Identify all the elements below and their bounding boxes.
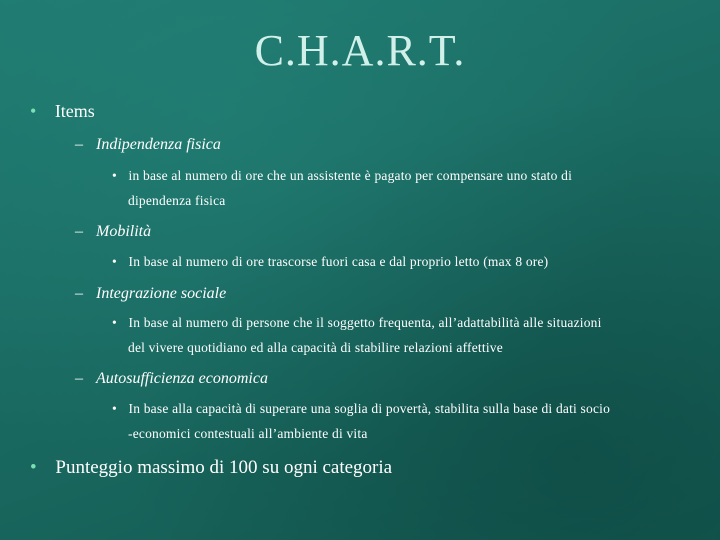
detail-autosufficienza-line1	[112, 400, 610, 418]
sub-item-integrazione-sociale	[75, 284, 226, 304]
detail-marker: •	[112, 168, 117, 183]
detail-marker: •	[112, 401, 117, 416]
detail-marker: •	[112, 315, 117, 330]
sub-item-heading: Autosufficienza economica	[96, 370, 268, 387]
detail-integrazione-line1	[112, 314, 602, 332]
detail-marker: •	[112, 254, 117, 269]
slide-title: C.H.A.R.T.	[254, 26, 466, 75]
bullet-items	[30, 100, 95, 122]
sub-item-heading: Mobilità	[96, 223, 152, 240]
dash-marker: –	[75, 285, 83, 302]
bullet-label: Punteggio massimo di 100 su ogni categoria	[55, 457, 393, 478]
detail-integrazione-line2: del vivere quotidiano ed alla capacità di stabilire relazioni affettive	[128, 340, 503, 355]
detail-text: In base al numero di persone che il soggetto frequenta, all’adattabilità alle situazioni	[128, 315, 602, 330]
detail-indipendenza-line1	[112, 167, 572, 185]
sub-item-indipendenza-fisica	[75, 135, 221, 155]
dash-marker: –	[75, 370, 83, 387]
sub-item-heading: Indipendenza fisica	[96, 136, 221, 153]
bullet-label: Items	[54, 101, 95, 121]
dash-marker: –	[75, 136, 83, 153]
sub-item-heading: Integrazione sociale	[96, 285, 227, 302]
dash-marker: –	[75, 223, 83, 240]
bullet-punteggio	[30, 456, 392, 480]
detail-text: In base al numero di ore trascorse fuori casa e dal proprio letto (max 8 ore)	[128, 254, 549, 269]
sub-item-autosufficienza-economica	[75, 369, 268, 389]
detail-autosufficienza-line2: -economici contestuali all’ambiente di vita	[128, 426, 368, 441]
bullet-marker: •	[30, 101, 37, 121]
detail-text: In base alla capacità di superare una soglia di povertà, stabilita sulla base di dati socio	[128, 401, 611, 416]
detail-text: in base al numero di ore che un assistente è pagato per compensare uno stato di	[128, 168, 573, 183]
detail-indipendenza-line2: dipendenza fisica	[128, 193, 226, 208]
bullet-marker: •	[30, 457, 37, 478]
sub-item-mobilita	[75, 222, 151, 242]
detail-mobilita-line1	[112, 253, 548, 271]
